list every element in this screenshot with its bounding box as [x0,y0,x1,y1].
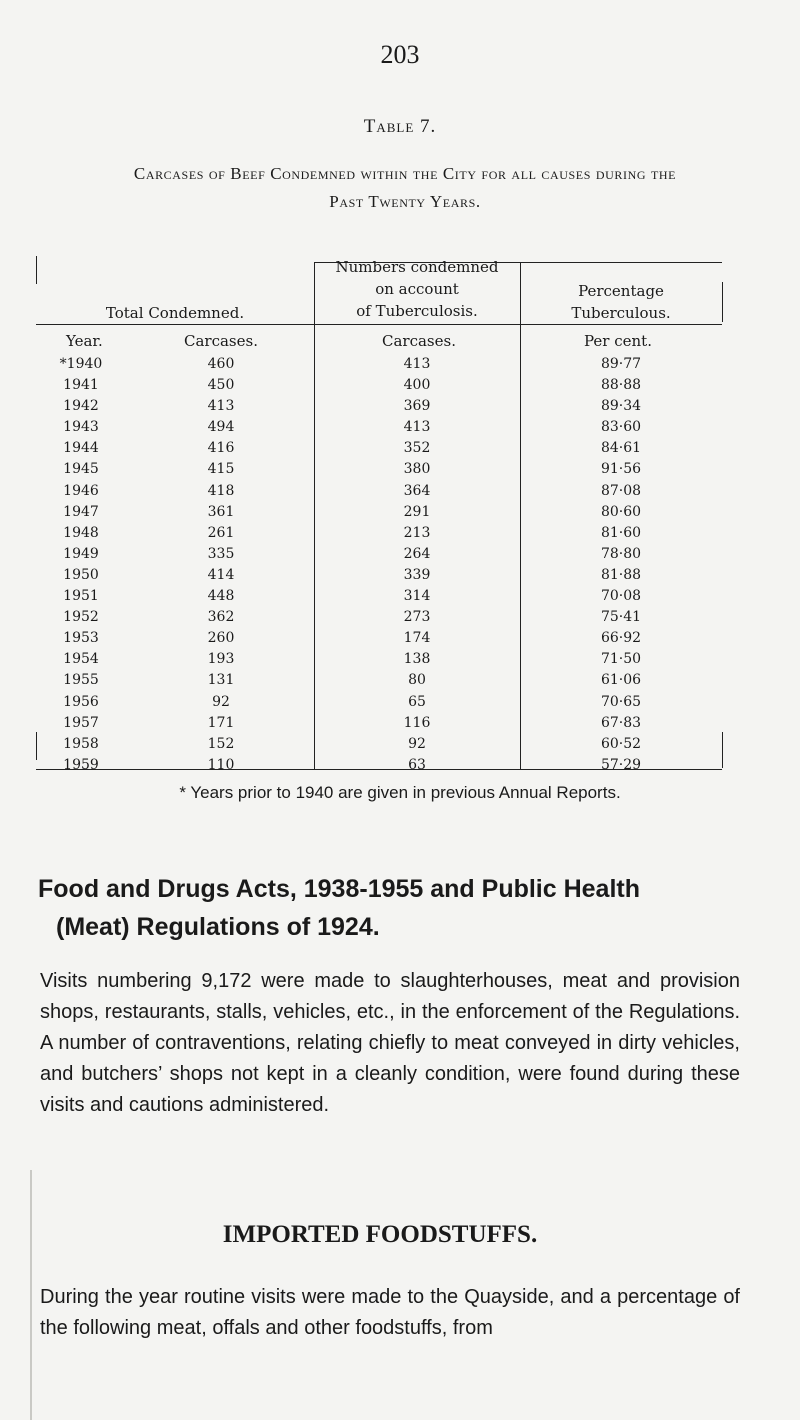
cell-year: 1953 [63,630,99,647]
header-percentage [520,280,722,324]
cell-year: 1959 [63,756,99,773]
cell-carcases: 92 [212,693,230,710]
imported-foodstuffs-paragraph: During the year routine visits were made to the Quayside, and a percentage of the following meat, offals and other foodstuffs, from [40,1286,740,1339]
section-heading-line-2: (Meat) Regulations of 1924. [56,913,380,941]
page-number: 203 [380,40,420,69]
table-row [36,692,722,713]
subheader-carcases-tb: Carcases. [382,332,456,350]
table-body [36,354,722,776]
cell-carcases: 260 [207,630,235,647]
cell-tb-carcases: 116 [403,714,431,731]
cell-carcases: 418 [207,482,235,499]
cell-carcases: 448 [207,588,235,605]
header-numbers-line-2: on account [375,280,459,298]
cell-year: 1950 [63,566,99,583]
cell-year: 1946 [63,482,99,499]
cell-carcases: 171 [207,714,235,731]
table-right-edge-lower [722,732,723,768]
table-row [36,713,722,734]
cell-percentage: 61·06 [600,672,642,689]
cell-percentage: 81·60 [600,524,642,541]
cell-carcases: 131 [207,672,235,689]
header-percentage-line-2: Tuberculous. [571,304,671,322]
cell-carcases: 413 [207,398,235,415]
cell-carcases: 415 [207,461,235,478]
cell-tb-carcases: 369 [403,398,431,415]
table-header-rule [36,324,722,325]
cell-tb-carcases: 174 [403,630,431,647]
table-title: Table 7. [363,116,437,137]
cell-carcases: 414 [207,566,235,583]
cell-percentage: 89·34 [600,398,642,415]
cell-year: 1957 [63,714,99,731]
cell-year: 1952 [63,609,99,626]
table-right-edge [722,282,723,322]
cell-percentage: 81·88 [600,566,642,583]
cell-year: 1945 [63,461,99,478]
table-row [36,502,722,523]
cell-tb-carcases: 413 [403,356,431,372]
cell-percentage: 70·65 [600,693,642,710]
section-heading [38,870,778,946]
cell-year: 1947 [63,503,99,520]
table-row [36,607,722,628]
table-footnote: * Years prior to 1940 are given in previous Annual Reports. [179,783,621,802]
cell-tb-carcases: 364 [403,482,431,499]
cell-year: 1944 [63,440,99,457]
cell-year: 1955 [63,672,99,689]
cell-carcases: 460 [207,356,235,372]
header-percentage-line-1: Percentage [578,282,664,300]
table-row [36,354,722,375]
imported-foodstuffs-heading: IMPORTED FOODSTUFFS. [222,1221,538,1248]
cell-percentage: 91·56 [600,461,642,478]
cell-percentage: 75·41 [600,609,642,626]
cell-percentage: 84·61 [600,440,642,457]
cell-year: 1941 [63,377,99,394]
cell-year: 1948 [63,524,99,541]
cell-year: 1949 [63,545,99,562]
cell-year: *1940 [59,356,103,372]
cell-tb-carcases: 400 [403,377,431,394]
cell-year: 1954 [63,651,99,668]
cell-carcases: 110 [207,756,235,773]
cell-tb-carcases: 352 [403,440,431,457]
cell-carcases: 416 [207,440,235,457]
table-row [36,544,722,565]
cell-percentage: 70·08 [600,588,642,605]
table-left-edge [36,256,37,284]
header-total-condemned: Total Condemned. [105,304,245,322]
subheader-per-cent: Per cent. [584,332,652,350]
cell-tb-carcases: 264 [403,545,431,562]
cell-percentage: 87·08 [600,482,642,499]
cell-tb-carcases: 291 [403,503,431,520]
cell-percentage: 66·92 [600,630,642,647]
table-row [36,523,722,544]
table-row [36,375,722,396]
cell-carcases: 494 [207,419,235,436]
cell-tb-carcases: 339 [403,566,431,583]
table-row [36,670,722,691]
table-row [36,438,722,459]
cell-tb-carcases: 92 [408,735,426,752]
subheader-year: Year. [66,332,103,350]
cell-carcases: 193 [207,651,235,668]
page-margin-shadow [30,1170,32,1420]
cell-carcases: 261 [207,524,235,541]
cell-tb-carcases: 273 [403,609,431,626]
cell-tb-carcases: 380 [403,461,431,478]
cell-percentage: 60·52 [600,735,642,752]
header-numbers-condemned [314,256,520,322]
cell-year: 1951 [63,588,99,605]
cell-tb-carcases: 413 [403,419,431,436]
header-numbers-line-3: of Tuberculosis. [356,302,478,320]
table-row [36,481,722,502]
cell-percentage: 83·60 [600,419,642,436]
cell-year: 1943 [63,419,99,436]
cell-tb-carcases: 63 [408,756,426,773]
section-paragraph: Visits numbering 9,172 were made to slaughterhouses, meat and provision shops, restaurants, stalls, vehicles, etc., in the enforcement of the Regulations. A number of contraventions, relating chiefly to meat conveyed in dirty vehicles, and butchers’ shops not kept in a cleanly condition, were found during these visits and cautions administered. [40,970,740,1116]
header-numbers-line-1: Numbers condemned [335,258,499,276]
cell-percentage: 89·77 [600,356,642,372]
table-row [36,396,722,417]
cell-tb-carcases: 314 [403,588,431,605]
table-row [36,628,722,649]
cell-percentage: 88·88 [600,377,642,394]
cell-carcases: 335 [207,545,235,562]
table-row [36,755,722,776]
cell-year: 1958 [63,735,99,752]
subheader-carcases: Carcases. [184,332,258,350]
cell-percentage: 78·80 [600,545,642,562]
table-caption-line-2: Past Twenty Years. [329,192,481,211]
cell-percentage: 71·50 [600,651,642,668]
table-row [36,565,722,586]
cell-percentage: 57·29 [600,756,642,773]
cell-year: 1956 [63,693,99,710]
cell-carcases: 361 [207,503,235,520]
table-row [36,459,722,480]
table-row [36,734,722,755]
cell-carcases: 450 [207,377,235,394]
section-heading-line-1: Food and Drugs Acts, 1938-1955 and Public Health [38,875,641,903]
cell-tb-carcases: 213 [403,524,431,541]
table-row [36,417,722,438]
cell-carcases: 152 [207,735,235,752]
cell-percentage: 67·83 [600,714,642,731]
cell-percentage: 80·60 [600,503,642,520]
table-caption [40,160,770,216]
carcases-table [36,258,722,773]
cell-tb-carcases: 80 [408,672,426,689]
table-row [36,586,722,607]
table-row [36,649,722,670]
table-caption-line-1: Carcases of Beef Condemned within the City for all causes during the [133,164,677,183]
cell-tb-carcases: 65 [408,693,426,710]
cell-tb-carcases: 138 [403,651,431,668]
cell-year: 1942 [63,398,99,415]
cell-carcases: 362 [207,609,235,626]
